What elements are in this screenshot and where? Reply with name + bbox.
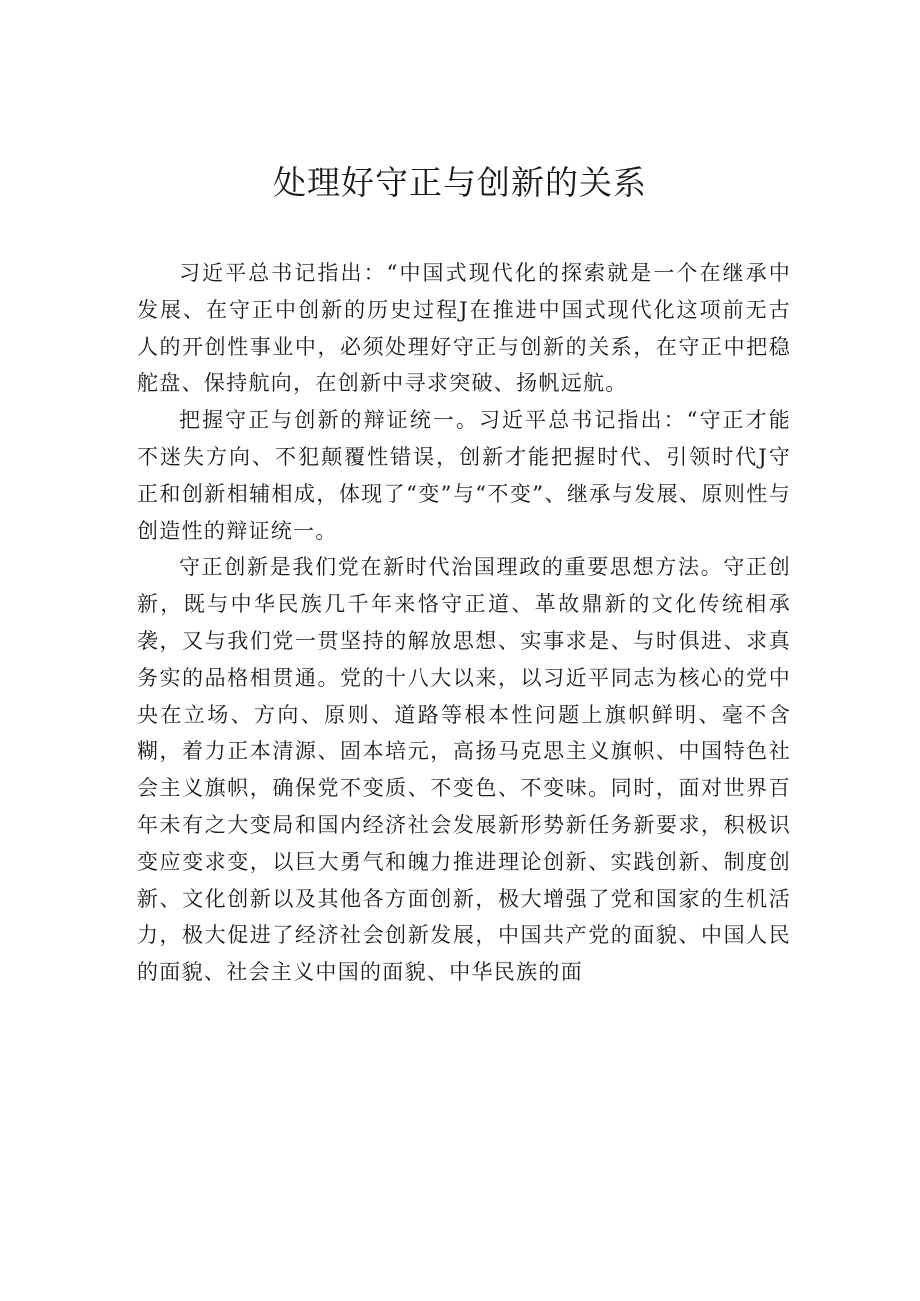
- paragraph-2: 把握守正与创新的辩证统一。习近平总书记指出：“守正才能不迷失方向、不犯颠覆性错误，创新才能把握时代、引领时代J守正和创新相辅相成，体现了“变”与“不变”、继承与发展、原则性与创造性的辩证统一。: [137, 408, 791, 543]
- document-body: [137, 255, 791, 991]
- document-title: 处理好守正与创新的关系: [273, 163, 647, 202]
- paragraph-3: 守正创新是我们党在新时代治国理政的重要思想方法。守正创新，既与中华民族几千年来恪守正道、革故鼎新的文化传统相承袭，又与我们党一贯坚持的解放思想、实事求是、与时俱进、求真务实的品格相贯通。党的十八大以来，以习近平同志为核心的党中央在立场、方向、原则、道路等根本性问题上旗帜鲜明、毫不含糊，着力正本清源、固本培元，高扬马克思主义旗帜、中国特色社会主义旗帜，确保党不变质、不变色、不变味。同时，面对世界百年未有之大变局和国内经济社会发展新形势新任务新要求，积极识变应变求变，以巨大勇气和魄力推进理论创新、实践创新、制度创新、文化创新以及其他各方面创新，极大增强了党和国家的生机活力，极大促进了经济社会创新发展，中国共产党的面貌、中国人民的面貌、社会主义中国的面貌、中华民族的面: [137, 555, 791, 985]
- paragraph-1: 习近平总书记指出：“中国式现代化的探索就是一个在继承中发展、在守正中创新的历史过程J在推进中国式现代化这项前无古人的开创性事业中，必须处理好守正与创新的关系，在守正中把稳舵盘、保持航向，在创新中寻求突破、扬帆远航。: [137, 261, 791, 396]
